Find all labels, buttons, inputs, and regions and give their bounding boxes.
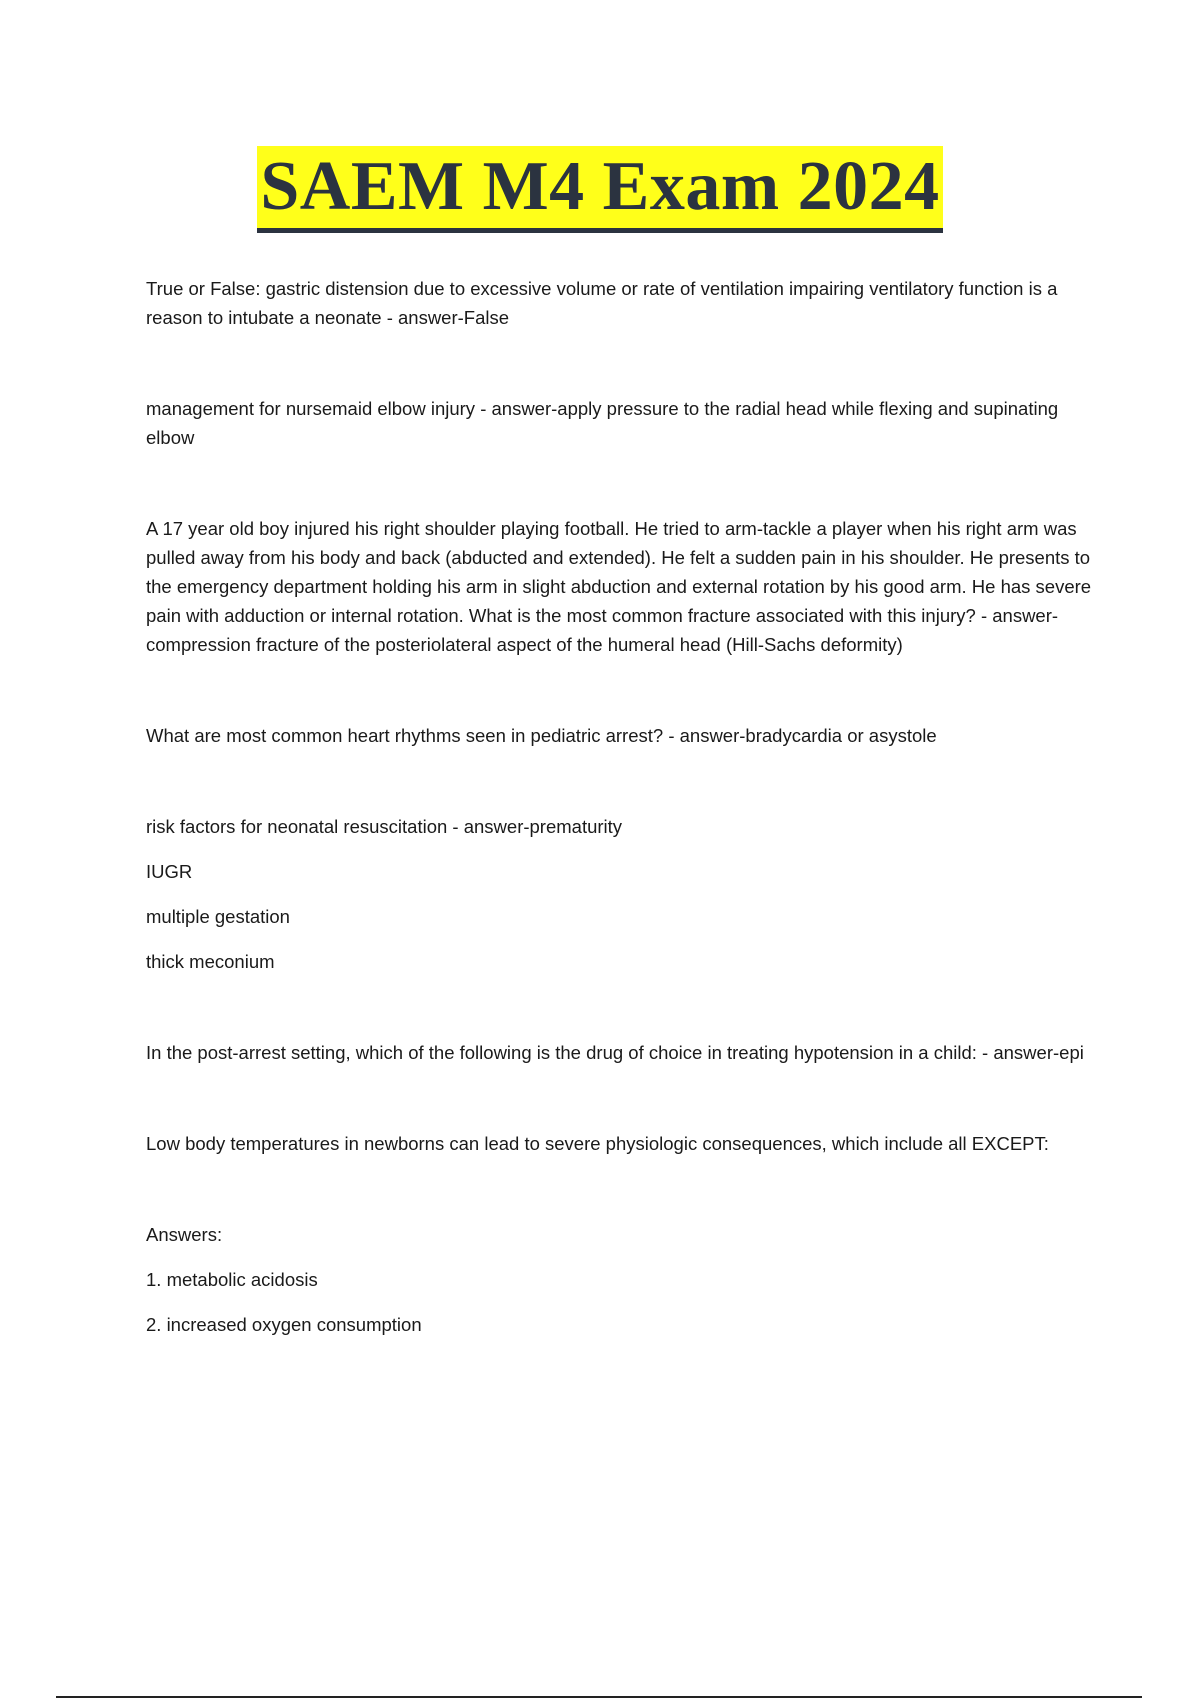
answers-label: Answers: xyxy=(146,1224,223,1245)
risk-factor-line: IUGR xyxy=(146,861,193,882)
qa-item-nursemaid-elbow: management for nursemaid elbow injury - answer-apply pressure to the radial head while flexing and supinating elbow xyxy=(146,398,1059,448)
qa-item-pediatric-arrest-rhythms: What are most common heart rhythms seen in pediatric arrest? - answer-bradycardia or asystole xyxy=(146,725,937,746)
qa-item-post-arrest-hypotension: In the post-arrest setting, which of the following is the drug of choice in treating hypotension in a child: - answer-epi xyxy=(146,1042,1084,1063)
title-container xyxy=(0,146,1200,233)
risk-factor-line: thick meconium xyxy=(146,951,275,972)
qa-item-neonatal-risk-factors: risk factors for neonatal resuscitation - answer-prematurity xyxy=(146,816,623,837)
answer-option: 1. metabolic acidosis xyxy=(146,1269,318,1290)
document-title: SAEM M4 Exam 2024 xyxy=(257,146,942,233)
qa-item-gastric-distension: True or False: gastric distension due to excessive volume or rate of ventilation impairing ventilatory function is a reason to intubate a neonate - answer-False xyxy=(146,278,1058,328)
document-body xyxy=(146,274,1094,1339)
answer-option: 2. increased oxygen consumption xyxy=(146,1314,422,1335)
qa-item-newborn-temperature: Low body temperatures in newborns can lead to severe physiologic consequences, which include all EXCEPT: xyxy=(146,1133,1049,1154)
qa-item-shoulder-injury: A 17 year old boy injured his right shoulder playing football. He tried to arm-tackle a player when his right arm was pulled away from his body and back (abducted and extended). He felt a sudden pain in his shoulder. He presents to the emergency department holding his arm in slight abduction and external rotation by his good arm. He has severe pain with adduction or internal rotation. What is the most common fracture associated with this injury? - answer-compression fracture of the posteriolateral aspect of the humeral head (Hill-Sachs deformity) xyxy=(146,518,1092,655)
footer-rule xyxy=(56,1696,1142,1698)
risk-factor-line: multiple gestation xyxy=(146,906,290,927)
